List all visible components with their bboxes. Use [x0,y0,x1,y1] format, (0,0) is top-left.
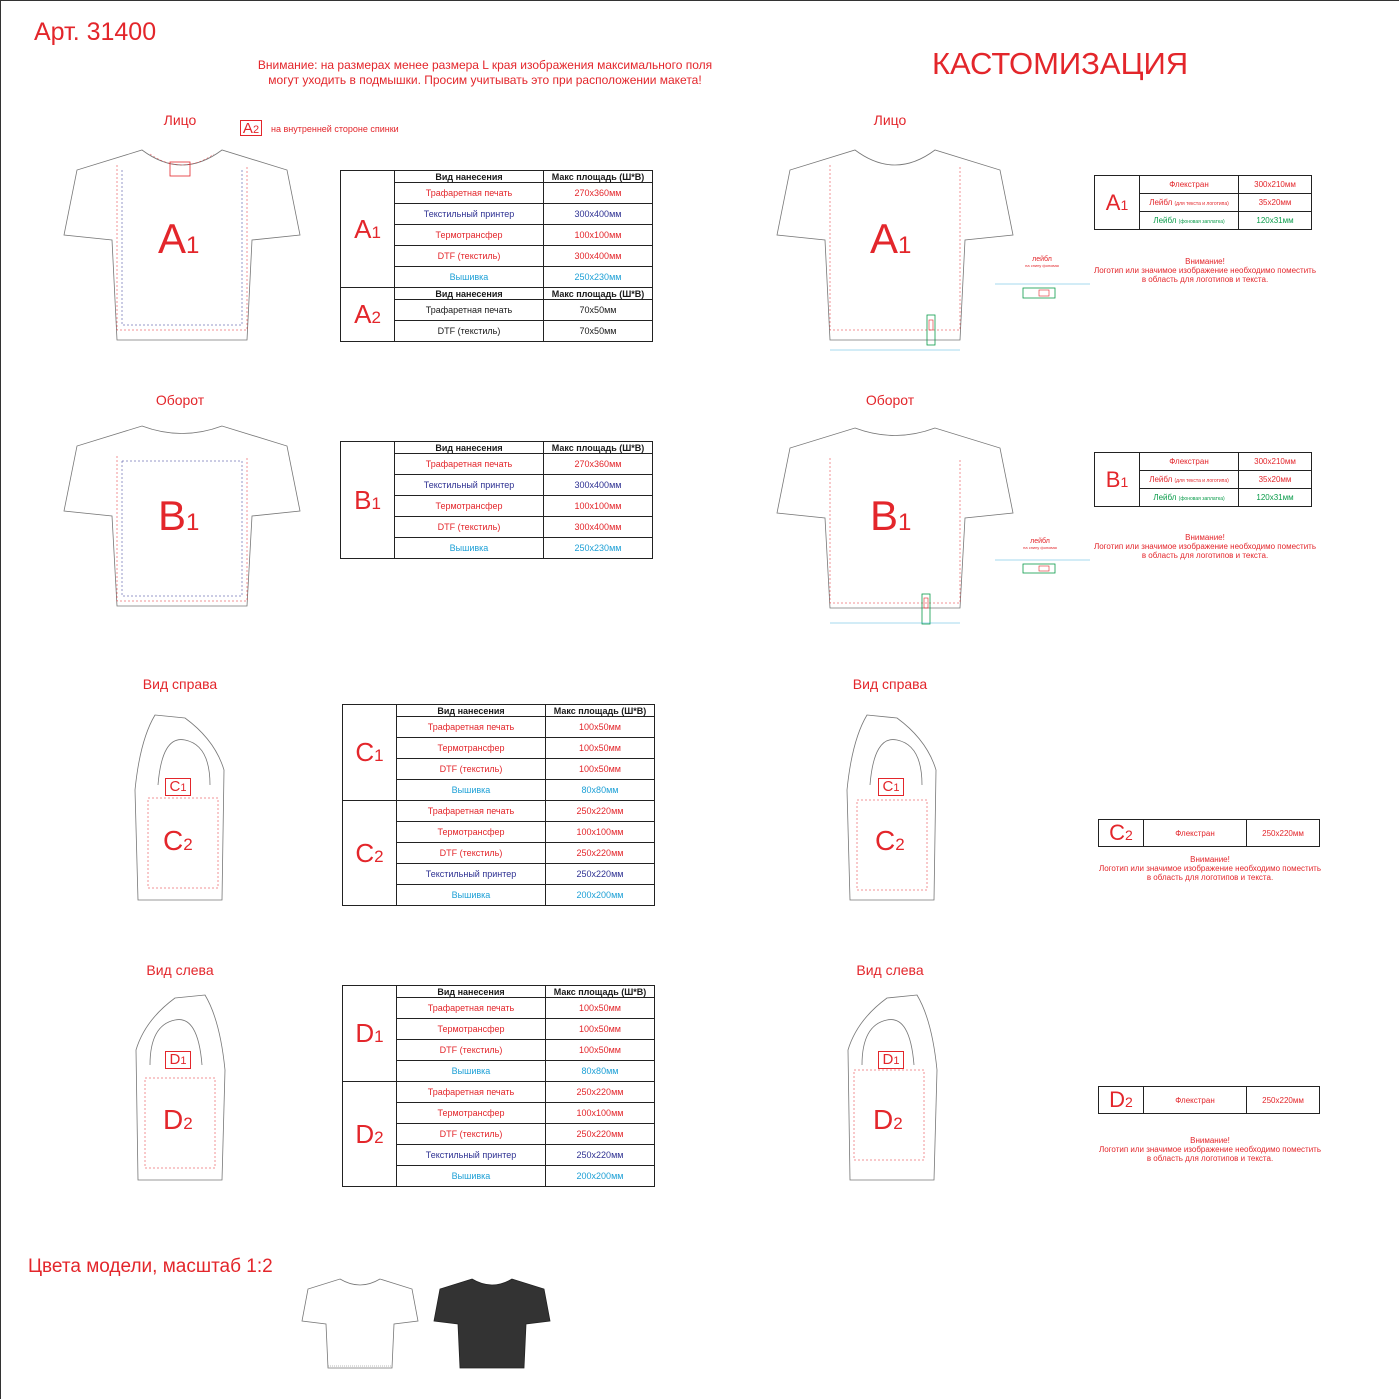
area-cell: 270x360мм [544,454,653,475]
custom-zone-d2-label: D2 [873,1104,903,1135]
method-cell: Вышивка [395,267,544,288]
area-cell: 250x220мм [546,843,655,864]
table-header-area: Макс площадь (Ш*В) [544,288,653,300]
view-label-right: Вид справа [142,676,218,692]
area-cell: 250x220мм [546,1145,655,1166]
custom-tshirt-right-outline [842,710,942,905]
custom-zone-c2-label: C2 [875,825,905,856]
table-header-area: Макс площадь (Ш*В) [544,171,653,183]
area-cell: 300x400мм [544,475,653,496]
zone-b1-label: B1 [158,492,200,539]
method-cell: Вышивка [395,538,544,559]
method-cell: Трафаретная печать [395,183,544,204]
custom-table-a1: A1 Флекстран 300x210мм Лейбл (для текста и логотипа) 35x20мм Лейбл (фоновая заплатка) 120x31мм [1094,175,1312,230]
table-header-area: Макс площадь (Ш*В) [544,442,653,454]
table-b [340,441,653,559]
table-header-method: Вид нанесения [397,705,546,717]
table-header-method: Вид нанесения [395,442,544,454]
area-cell: 100x50мм [546,998,655,1019]
article-number: Арт. 31400 [34,18,157,46]
zone-a1-label: A1 [158,215,200,262]
method-cell: DTF (текстиль) [395,321,544,342]
method-cell: DTF (текстиль) [397,843,546,864]
label-caption-b1: лейбл на спину фоновая [1023,538,1057,550]
tshirt-left-outline [130,990,230,1185]
method-cell: Трафаретная печать [397,801,546,822]
view-label-left: Вид слева [146,962,214,978]
custom-zone-d1-marker: D1 [878,1051,904,1069]
custom-zone-c1-marker: C1 [878,778,904,796]
zone-key-d1: D1 [343,986,397,1082]
area-cell: 200x200мм [546,885,655,906]
area-cell: 80x80мм [546,780,655,801]
view-label-back: Оборот [155,392,205,408]
method-cell: Текстильный принтер [395,475,544,496]
area-cell: 300x400мм [544,204,653,225]
area-cell: 100x100мм [544,496,653,517]
area-cell: 250x220мм [546,1124,655,1145]
zone-a2-marker: A2 [240,120,262,136]
tshirt-right-outline [130,710,230,905]
table-header-area: Макс площадь (Ш*В) [546,986,655,998]
table-c [342,704,655,906]
area-cell: 100x50мм [546,1019,655,1040]
method-cell: Трафаретная печать [397,717,546,738]
area-cell: 250x220мм [546,1082,655,1103]
color-swatch-white [300,1276,420,1371]
area-cell: 100x50мм [546,1040,655,1061]
customization-title: КАСТОМИЗАЦИЯ [932,46,1189,81]
zone-d2-label: D2 [163,1104,193,1135]
table-header-method: Вид нанесения [395,171,544,183]
area-cell: 250x220мм [546,864,655,885]
custom-note-a1: Внимание! Логотип или значимое изображение необходимо поместить в область для логотипов и текста. [1093,257,1316,284]
label-diagram-b1 [995,555,1090,580]
size-warning: Внимание: на размерах менее размера L края изображения максимального поля могут уходить в подмышки. Просим учитывать это при расположении макета! [257,58,713,87]
label-caption-a1: лейбл на спину фоновая [1025,256,1059,268]
method-cell: DTF (текстиль) [397,1040,546,1061]
area-cell: 200x200мм [546,1166,655,1187]
zone-key-b1: B1 [341,442,395,559]
table-a [340,170,653,342]
area-cell: 250x230мм [544,538,653,559]
custom-note-c2: Внимание! Логотип или значимое изображение необходимо поместить в область для логотипов и текста. [1098,855,1321,882]
zone-key-d2: D2 [343,1082,397,1187]
method-cell: Термотрансфер [397,738,546,759]
zone-c2-label: C2 [163,825,193,856]
method-cell: Трафаретная печать [395,300,544,321]
method-cell: Термотрансфер [397,1019,546,1040]
method-cell: Вышивка [397,780,546,801]
table-header-method: Вид нанесения [397,986,546,998]
method-cell: Текстильный принтер [397,864,546,885]
table-d [342,985,655,1187]
method-cell: Текстильный принтер [397,1145,546,1166]
zone-d1-marker: D1 [165,1051,191,1069]
method-cell: DTF (текстиль) [395,517,544,538]
zone-key-a2: A2 [341,288,395,342]
color-swatch-dark [432,1276,552,1371]
area-cell: 300x400мм [544,517,653,538]
table-row [343,1082,655,1103]
method-cell: DTF (текстиль) [395,246,544,267]
method-cell: Термотрансфер [395,225,544,246]
area-cell: 250x220мм [546,801,655,822]
view-label-front: Лицо [163,112,197,128]
custom-zone-a1-label: A1 [870,215,912,262]
area-cell: 250x230мм [544,267,653,288]
method-cell: Текстильный принтер [395,204,544,225]
custom-tshirt-left-outline [842,990,942,1185]
custom-note-d2: Внимание! Логотип или значимое изображение необходимо поместить в область для логотипов и текста. [1098,1136,1321,1163]
area-cell: 100x100мм [546,1103,655,1124]
area-cell: 100x50мм [546,738,655,759]
a2-note: на внутренней стороне спинки [271,124,399,134]
custom-table-b1: B1 Флекстран 300x210мм Лейбл (для текста и логотипа) 35x20мм Лейбл (фоновая заплатка) 120x31мм [1094,452,1312,507]
table-row [343,801,655,822]
zone-key-c1: C1 [343,705,397,801]
zone-key-c2: C2 [343,801,397,906]
area-cell: 80x80мм [546,1061,655,1082]
table-header-area: Макс площадь (Ш*В) [546,705,655,717]
method-cell: Вышивка [397,885,546,906]
custom-view-label-right: Вид справа [852,676,928,692]
label-diagram-a1 [995,276,1090,306]
area-cell: 70x50мм [544,321,653,342]
method-cell: Трафаретная печать [395,454,544,475]
method-cell: Трафаретная печать [397,1082,546,1103]
table-header-method: Вид нанесения [395,288,544,300]
method-cell: Вышивка [397,1061,546,1082]
area-cell: 100x50мм [546,759,655,780]
area-cell: 100x100мм [546,822,655,843]
method-cell: Термотрансфер [395,496,544,517]
area-cell: 100x100мм [544,225,653,246]
custom-table-d2: D2 Флекстран 250x220мм [1098,1086,1320,1114]
area-cell: 100x50мм [546,717,655,738]
zone-c1-marker: C1 [165,778,191,796]
area-cell: 70x50мм [544,300,653,321]
method-cell: Термотрансфер [397,1103,546,1124]
custom-table-c2: C2 Флекстран 250x220мм [1098,819,1320,847]
method-cell: Термотрансфер [397,822,546,843]
colors-title: Цвета модели, масштаб 1:2 [28,1256,273,1277]
method-cell: Трафаретная печать [397,998,546,1019]
custom-zone-b1-label: B1 [870,492,912,539]
method-cell: Вышивка [397,1166,546,1187]
custom-view-label-left: Вид слева [856,962,924,978]
area-cell: 270x360мм [544,183,653,204]
custom-view-label-back: Оборот [865,392,915,408]
area-cell: 300x400мм [544,246,653,267]
custom-note-b1: Внимание! Логотип или значимое изображение необходимо поместить в область для логотипов и текста. [1093,533,1316,560]
custom-view-label-front: Лицо [873,112,907,128]
method-cell: DTF (текстиль) [397,759,546,780]
method-cell: DTF (текстиль) [397,1124,546,1145]
zone-key-a1: A1 [341,171,395,288]
